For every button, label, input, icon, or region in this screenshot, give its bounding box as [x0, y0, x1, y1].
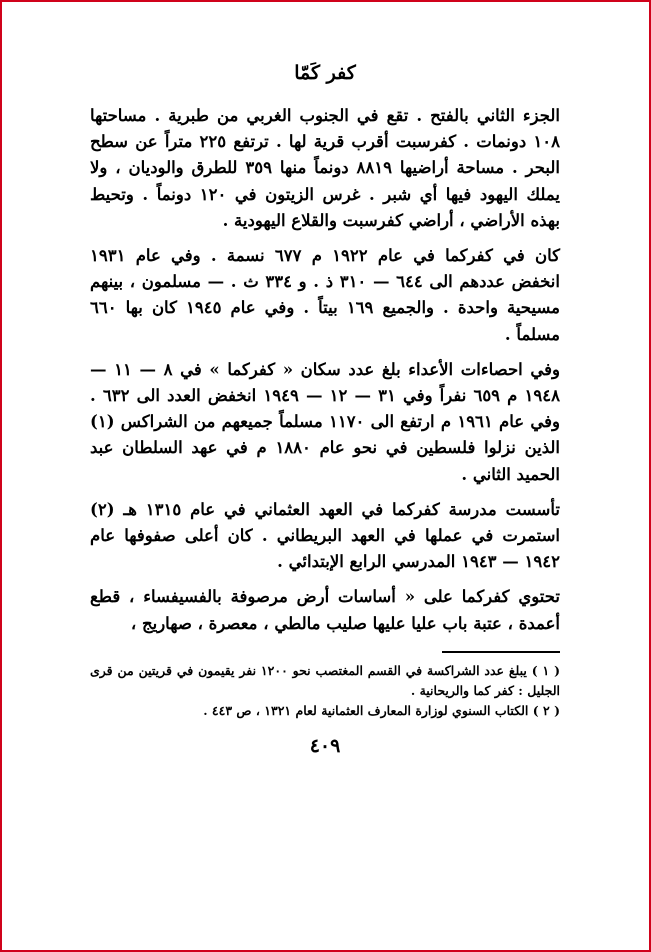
footnote-divider	[442, 651, 560, 653]
footnote-1: ( ١ ) يبلغ عدد الشراكسة في القسم المغتصب نحو ١٢٠٠ نفر يقيمون في قريتين من قرى الجليل : كفر كما والريحانية .	[90, 662, 560, 698]
paragraph-census: وفي احصاءات الأعداء بلغ عدد سكان « كفركما » في ٨ — ١١ — ١٩٤٨ م ٦٥٩ نفراً وفي ٣١ — ١٢ — ١٩٤٩ انخفض العدد الى ٦٣٢ . وفي عام ١٩٦١ م ارتفع الى ١١٧٠ مسلماً جميعهم من الشراكس (١) الذين نزلوا فلسطين في نحو عام ١٨٨٠ م في عهد السلطان عبد الحميد الثاني .	[90, 359, 561, 484]
paragraph-population: كان في كفركما في عام ١٩٢٢ م ٦٧٧ نسمة . وفي عام ١٩٣١ انخفض عددهم الى ٦٤٤ — ٣١٠ ذ . و ٣٣٤ ث . — مسلمون ، بينهم مسيحية واحدة . والجميع ١٦٩ بيتاً . وفي عام ١٩٤٥ كان بها ٦٦٠ مسلماً .	[90, 246, 560, 344]
book-page	[90, 57, 560, 757]
page-title: كفر كَمّا	[294, 62, 356, 84]
paragraph-location: الجزء الثاني بالفتح . تقع في الجنوب الغربي من طبرية . مساحتها ١٠٨ دونمات . كفرسبت أقرب قرية لها . ترتفع ٢٢٥ متراً عن سطح البحر . مساحة أراضيها ٨٨١٩ دونماً منها ٣٥٩ للطرق والوديان ، ولا يملك اليهود فيها أي شبر . غرس الزيتون في ١٢٠ دونماً . وتحيط بهذه الأراضي ، أراضي كفرسبت والقلاع اليهودية .	[90, 106, 561, 230]
paragraph-school: تأسست مدرسة كفركما في العهد العثماني في عام ١٣١٥ هـ (٢) استمرت في عملها في العهد البريطاني . كان أعلى صفوفها عام ١٩٤٢ — ١٩٤٣ المدرسي الرابع الإبتدائي .	[90, 499, 560, 572]
paragraph-antiquities: تحتوي كفركما على « أساسات أرض مرصوفة بالفسيفساء ، قطع أعمدة ، عتبة باب عليا عليها صليب مالطي ، معصرة ، صهاريج ،	[90, 587, 560, 633]
page-number: ٤٠٩	[309, 734, 341, 757]
footnote-2: ( ٢ ) الكتاب السنوي لوزارة المعارف العثمانية لعام ١٣٢١ ، ص ٤٤٣ .	[203, 702, 560, 718]
